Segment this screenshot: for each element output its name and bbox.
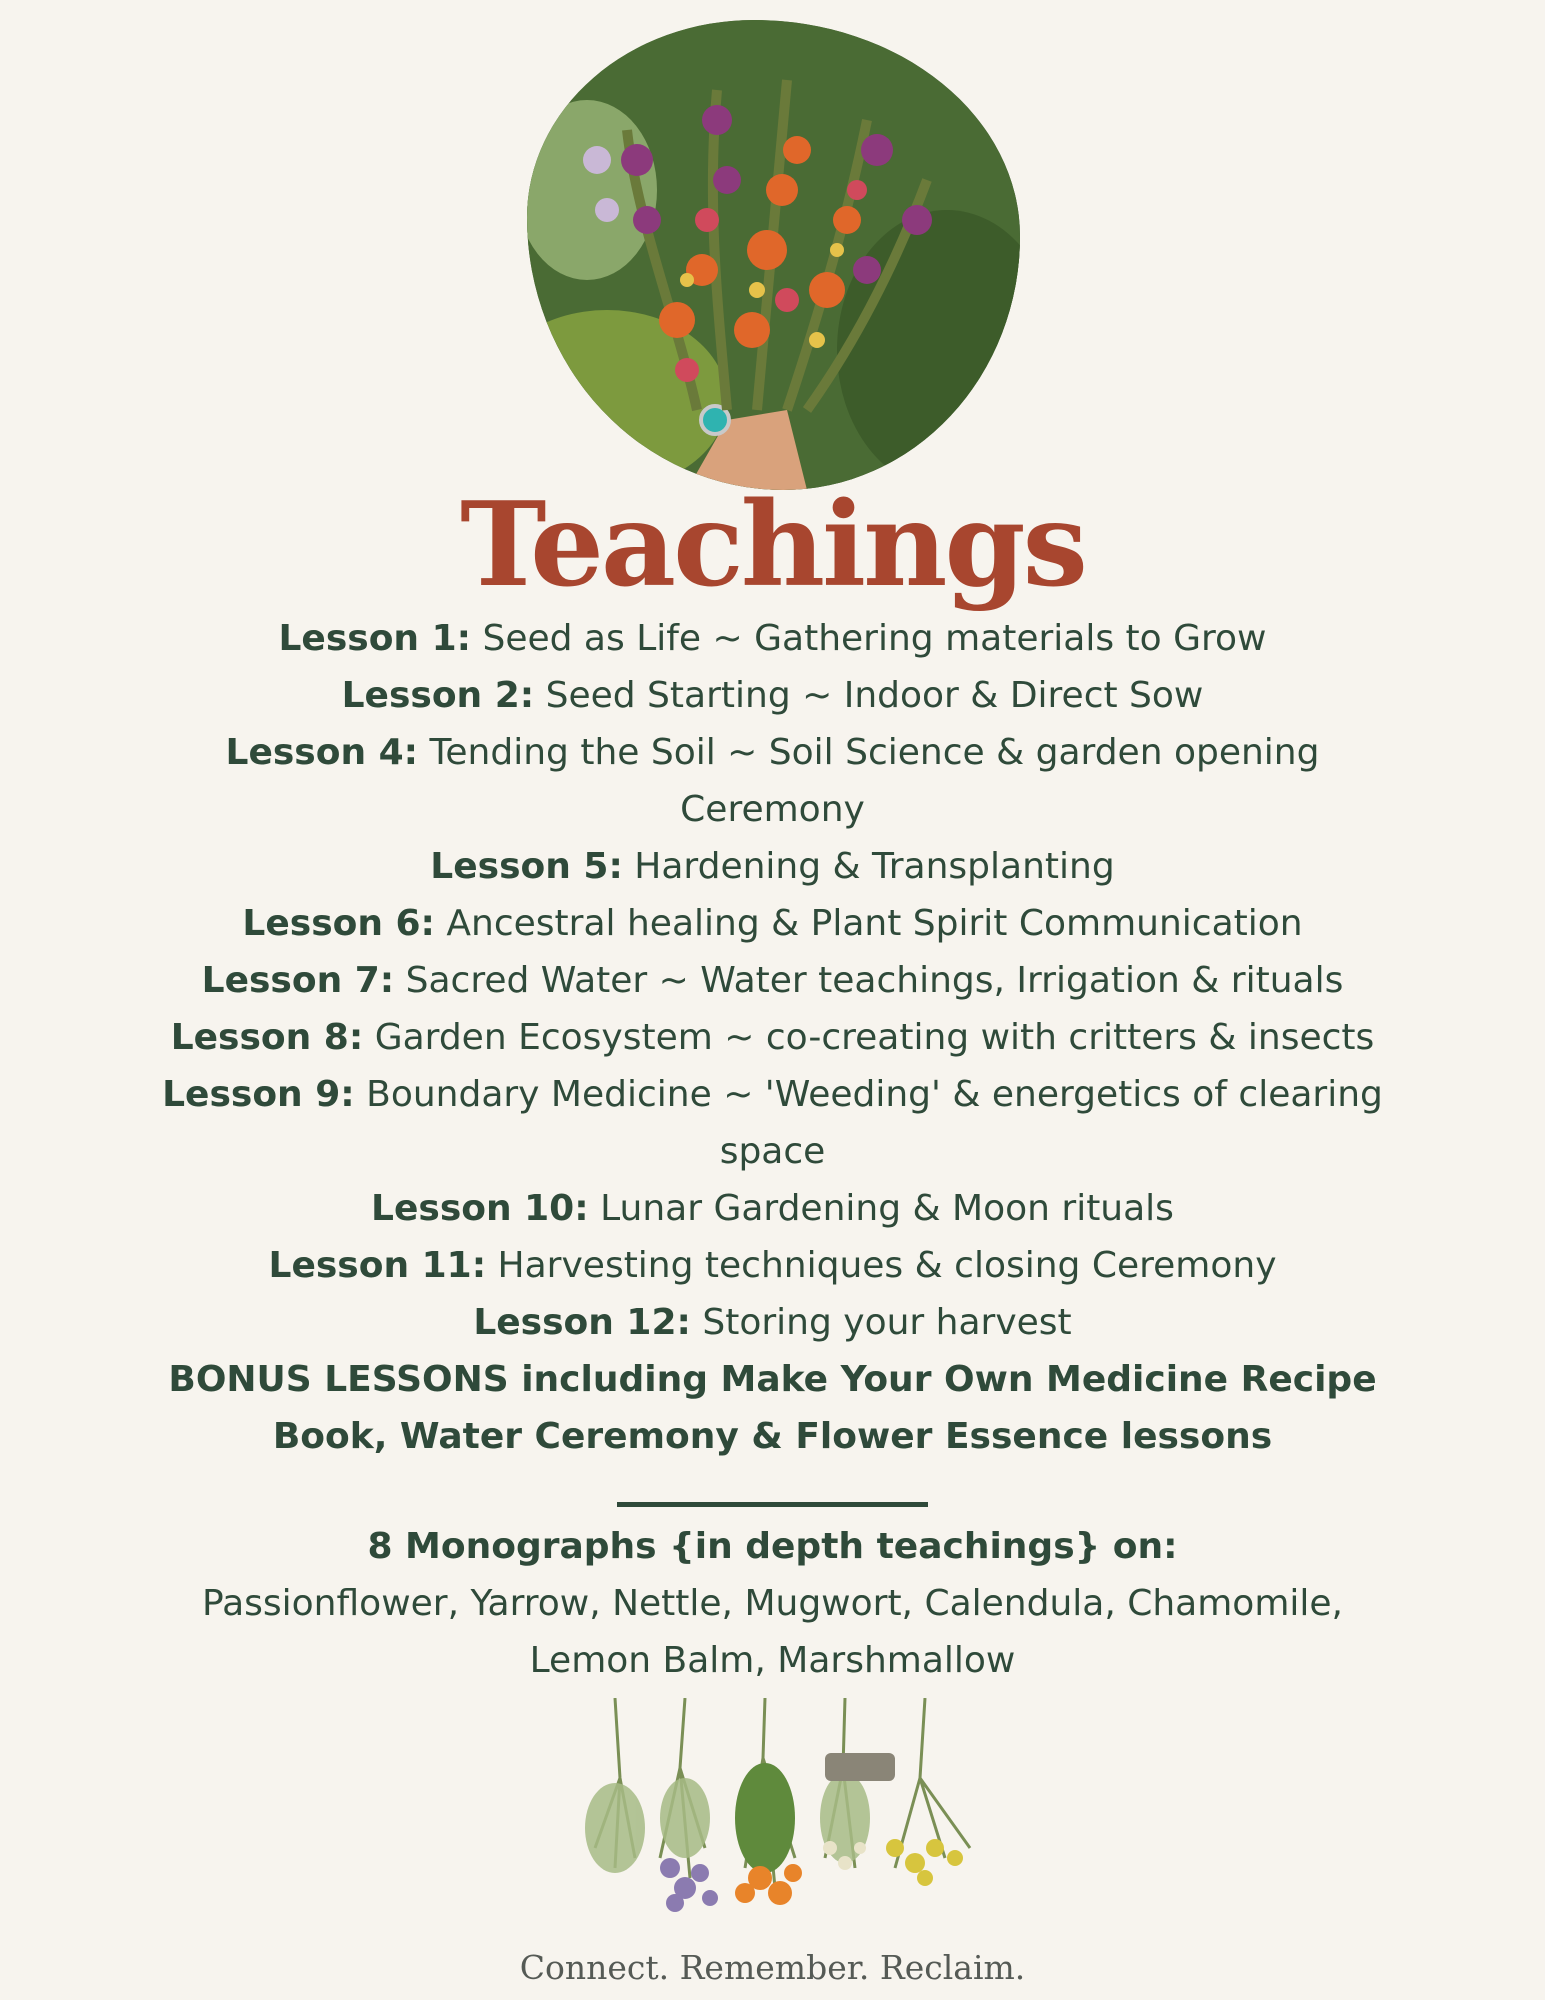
- lesson-label: Lesson 7:: [201, 960, 395, 1001]
- lesson-item: [160, 667, 1385, 724]
- lesson-label: Lesson 9:: [162, 1074, 355, 1115]
- page-title: Teachings: [460, 477, 1085, 613]
- lesson-text: Boundary Medicine ~ 'Weeding' & energetics of clearing space: [354, 1074, 1383, 1172]
- lesson-text: Ancestral healing & Plant Spirit Communication: [434, 903, 1303, 944]
- lesson-text: Tending the Soil ~ Soil Science & garden opening Ceremony: [418, 732, 1320, 830]
- lesson-text: Lunar Gardening & Moon rituals: [588, 1188, 1174, 1229]
- lesson-item: [160, 610, 1385, 667]
- lesson-label: Lesson 8:: [170, 1017, 364, 1058]
- monographs-list: Passionflower, Yarrow, Nettle, Mugwort, Calendula, Chamomile, Lemon Balm, Marshmallow: [201, 1583, 1343, 1681]
- monographs-heading: 8 Monographs {in depth teachings} on:: [367, 1526, 1178, 1567]
- lesson-label: Lesson 12:: [473, 1302, 691, 1343]
- monographs-section: [160, 1518, 1385, 1689]
- lesson-text: Seed Starting ~ Indoor & Direct Sow: [534, 675, 1204, 716]
- lesson-label: Lesson 10:: [371, 1188, 589, 1229]
- lesson-label: Lesson 1:: [278, 618, 472, 659]
- lesson-label: Lesson 4:: [225, 732, 419, 773]
- lesson-list: [160, 610, 1385, 1465]
- lesson-item: [160, 1294, 1385, 1351]
- lesson-text: Harvesting techniques & closing Ceremony: [486, 1245, 1277, 1286]
- lesson-text: Hardening & Transplanting: [622, 846, 1115, 887]
- lesson-item: [160, 1237, 1385, 1294]
- lesson-text: Sacred Water ~ Water teachings, Irrigation & rituals: [394, 960, 1344, 1001]
- lesson-label: Lesson 6:: [242, 903, 435, 944]
- lesson-item: [160, 895, 1385, 952]
- lesson-label: Lesson 5:: [430, 846, 623, 887]
- hanging-herbs-illustration: [575, 1698, 1000, 1928]
- lesson-text: Storing your harvest: [690, 1302, 1072, 1343]
- lesson-label: Lesson 2:: [341, 675, 535, 716]
- lesson-item: [160, 724, 1385, 838]
- lesson-item: [160, 1180, 1385, 1237]
- hero-flower-bouquet-image: [527, 20, 1020, 490]
- lesson-item: [160, 1066, 1385, 1180]
- bonus-lessons: BONUS LESSONS including Make Your Own Medicine Recipe Book, Water Ceremony & Flower Essence lessons: [168, 1359, 1377, 1457]
- lesson-item: [160, 838, 1385, 895]
- divider: [617, 1502, 928, 1507]
- lesson-item: [160, 952, 1385, 1009]
- lesson-label: Lesson 11:: [268, 1245, 487, 1286]
- tagline: Connect. Remember. Reclaim.: [519, 1948, 1026, 1987]
- lesson-item: [160, 1009, 1385, 1066]
- lesson-text: Seed as Life ~ Gathering materials to Grow: [471, 618, 1267, 659]
- lesson-text: Garden Ecosystem ~ co-creating with critters & insects: [363, 1017, 1375, 1058]
